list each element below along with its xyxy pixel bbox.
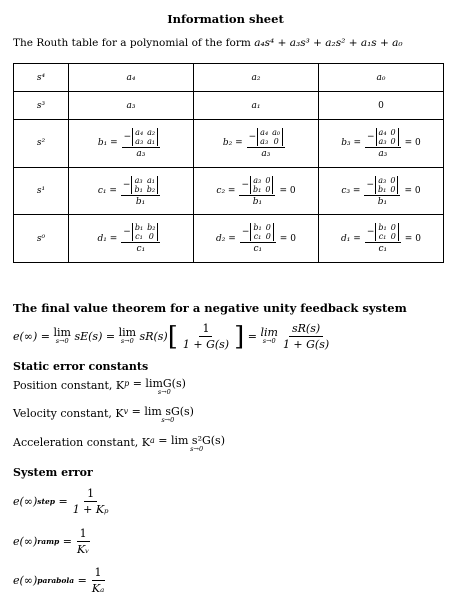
- det-entry: b₂: [147, 223, 156, 233]
- cofactor-lhs: c₁ =: [97, 186, 117, 197]
- fraction-numerator: 1: [77, 527, 90, 542]
- coef-a3: a₃: [126, 100, 136, 111]
- kp-expression: = limG(s): [132, 377, 186, 390]
- limit-expression: [133, 379, 186, 397]
- cofactor-fraction: [247, 128, 286, 159]
- cofactor-rhs: = 0: [404, 233, 421, 244]
- lim-subscript: s→0: [161, 416, 175, 424]
- det-entry: b₁: [134, 223, 144, 233]
- kv-subscript: v: [123, 407, 129, 416]
- error-subscript: ramp: [37, 537, 60, 546]
- fraction-numerator: − a₃ a₁ b₁ b₂: [121, 176, 160, 196]
- determinant: [132, 128, 158, 146]
- system-error-heading: System error: [13, 466, 93, 479]
- routh-cell: [319, 167, 444, 215]
- row-label: [14, 64, 69, 92]
- error-lhs: e(∞): [13, 574, 38, 587]
- cofactor-fraction: [364, 176, 400, 207]
- fraction-denominator: 1 + G(s): [282, 338, 330, 351]
- error-fraction: [70, 487, 112, 516]
- fvt-lhs: e(∞) =: [13, 330, 50, 343]
- fraction-denominator: a₃: [378, 148, 388, 159]
- det-entry: 0: [390, 175, 396, 185]
- fraction-numerator: − b₁ 0 c₁ 0: [240, 223, 276, 243]
- routh-cell: [69, 92, 194, 120]
- lim-subscript: s→0: [190, 445, 204, 453]
- fraction-numerator: 1: [84, 487, 97, 502]
- row-label-text: s⁴: [36, 72, 46, 83]
- cofactor-expression: [98, 128, 164, 159]
- fraction-denominator: 1 + G(s): [182, 338, 230, 351]
- cofactor-lhs: d₁ =: [341, 233, 361, 244]
- routh-cell: [69, 64, 194, 92]
- cofactor-fraction: [121, 223, 160, 254]
- fraction-denominator: c₁: [136, 244, 146, 255]
- det-entry: b₁: [378, 223, 387, 233]
- cofactor-fraction: [122, 128, 161, 159]
- kp-subscript: p: [124, 379, 130, 388]
- row-label-text: s³: [36, 100, 46, 111]
- cofactor-lhs: b₁ =: [97, 138, 118, 149]
- acceleration-constant-line: [13, 436, 225, 454]
- fraction-numerator: − a₄ 0 a₃ 0: [365, 128, 401, 148]
- fvt-term: sR(s): [139, 330, 168, 343]
- det-entry: a₃: [260, 136, 269, 146]
- determinant: [250, 223, 273, 241]
- row-label: [14, 167, 69, 215]
- cofactor-fraction: [239, 176, 275, 207]
- limit-expression: [158, 436, 225, 454]
- row-label: [14, 120, 69, 168]
- det-entry: a₃: [135, 136, 144, 146]
- lim-word: lim: [260, 325, 278, 339]
- routh-cell: [194, 64, 319, 92]
- cofactor-lhs: d₂ =: [216, 233, 236, 244]
- fraction-numerator: sR(s): [289, 322, 323, 337]
- ramp-error-line: [13, 527, 94, 556]
- error-lhs: e(∞): [13, 535, 38, 548]
- cofactor-expression: [341, 128, 421, 159]
- det-entry: b₁: [378, 184, 387, 194]
- zero-value: 0: [378, 100, 384, 111]
- lim-word: lim: [53, 325, 71, 339]
- det-entry: 0: [390, 127, 396, 137]
- fraction-denominator: a₃: [136, 148, 146, 159]
- fvt-fraction: [280, 322, 332, 351]
- det-entry: 0: [273, 136, 279, 146]
- parabola-error-line: [13, 566, 109, 595]
- fraction-denominator: b₁: [377, 196, 388, 207]
- equals-sign: =: [247, 330, 257, 343]
- equals-sign: =: [77, 574, 87, 587]
- det-entry: 0: [148, 232, 154, 242]
- fraction-numerator: − a₄ a₀ a₃ 0: [247, 128, 286, 148]
- determinant: [257, 128, 283, 146]
- limit-expression: [132, 407, 194, 425]
- routh-row-s4: [14, 64, 444, 92]
- coef-a2: a₂: [251, 72, 261, 83]
- routh-cell: [319, 120, 444, 168]
- routh-cell: [319, 215, 444, 263]
- ka-subscript: a: [149, 436, 155, 445]
- cofactor-fraction: [240, 223, 276, 254]
- lim-subscript: s→0: [120, 336, 134, 345]
- error-lhs: e(∞): [13, 495, 38, 508]
- det-entry: c₁: [378, 232, 387, 242]
- lim-subscript: s→0: [157, 388, 171, 396]
- routh-cell: [319, 92, 444, 120]
- det-entry: 0: [265, 175, 271, 185]
- error-subscript: step: [37, 497, 55, 506]
- det-entry: 0: [390, 232, 396, 242]
- fraction-numerator: 1: [199, 322, 212, 337]
- det-entry: a₄: [135, 127, 144, 137]
- routh-row-s1: [14, 167, 444, 215]
- fraction-numerator: − b₁ b₂ c₁ 0: [121, 223, 160, 243]
- cofactor-lhs: c₂ =: [216, 186, 236, 197]
- routh-intro: [13, 37, 403, 49]
- fraction-denominator: 1 + Kₚ: [72, 503, 109, 516]
- row-label: [14, 92, 69, 120]
- cofactor-fraction: [121, 176, 160, 207]
- cofactor-expression: [98, 176, 164, 207]
- ka-label: Acceleration constant, K: [13, 436, 150, 449]
- fraction-denominator: b₁: [252, 196, 263, 207]
- limit-operator: [53, 325, 71, 346]
- fraction-denominator: c₁: [378, 244, 388, 255]
- cofactor-lhs: d₁ =: [97, 233, 118, 244]
- determinant: [375, 176, 398, 194]
- velocity-constant-line: [13, 407, 194, 425]
- cofactor-lhs: c₃ =: [341, 186, 361, 197]
- bracket-open: [: [167, 321, 178, 352]
- routh-cell: [194, 215, 319, 263]
- fraction-numerator: 1: [92, 566, 105, 581]
- error-subscript: parabola: [37, 576, 75, 585]
- row-label-text: s¹: [36, 186, 46, 197]
- det-entry: c₁: [135, 232, 143, 242]
- cofactor-rhs: = 0: [279, 233, 296, 244]
- cofactor-lhs: b₃ =: [341, 138, 361, 149]
- fraction-denominator: b₁: [135, 196, 146, 207]
- cofactor-expression: [216, 176, 295, 207]
- fraction-denominator: Kₐ: [91, 582, 105, 595]
- det-entry: b₁: [253, 223, 262, 233]
- det-entry: 0: [265, 223, 271, 233]
- det-entry: 0: [390, 184, 396, 194]
- cofactor-expression: [98, 223, 165, 254]
- polynomial-expression: a₄s⁴ + a₃s³ + a₂s² + a₁s + a₀: [254, 37, 403, 49]
- row-label-text: s²: [36, 138, 46, 149]
- det-entry: b₁: [134, 184, 143, 194]
- cofactor-fraction: [365, 128, 401, 159]
- det-entry: b₂: [146, 184, 156, 194]
- fraction-denominator: Kᵥ: [76, 543, 90, 556]
- row-label-text: s⁰: [36, 233, 46, 244]
- lim-subscript: s→0: [55, 336, 69, 345]
- routh-cell: [69, 120, 194, 168]
- ka-expression: = lim s²G(s): [158, 434, 225, 447]
- det-entry: a₁: [146, 175, 155, 185]
- coef-a1: a₁: [251, 100, 261, 111]
- det-entry: 0: [390, 136, 396, 146]
- det-entry: a₀: [272, 127, 281, 137]
- det-entry: c₁: [253, 232, 262, 242]
- position-constant-line: [13, 379, 186, 397]
- equals-sign: =: [62, 535, 72, 548]
- error-fraction: [74, 527, 92, 556]
- final-value-equation: [13, 322, 334, 351]
- error-fraction: [89, 566, 107, 595]
- det-entry: a₃: [134, 175, 143, 185]
- routh-cell: [194, 92, 319, 120]
- determinant: [375, 223, 398, 241]
- det-entry: a₂: [147, 127, 156, 137]
- kp-label: Position constant, K: [13, 379, 125, 392]
- cofactor-rhs: = 0: [404, 138, 421, 149]
- coef-a4: a₄: [126, 72, 136, 83]
- det-entry: b₁: [253, 184, 262, 194]
- limit-operator: [118, 325, 137, 346]
- cofactor-expression: [341, 176, 420, 207]
- routh-cell: [69, 215, 194, 263]
- fvt-fraction: [180, 322, 232, 351]
- routh-cell: [194, 120, 319, 168]
- det-entry: a₃: [378, 136, 387, 146]
- step-error-line: [13, 487, 114, 516]
- det-entry: a₄: [378, 127, 387, 137]
- routh-row-s2: [14, 120, 444, 168]
- fraction-denominator: c₁: [253, 244, 263, 255]
- routh-table: [13, 63, 444, 263]
- det-entry: 0: [390, 223, 396, 233]
- sheet-title: Information sheet: [167, 12, 284, 26]
- row-label: [14, 215, 69, 263]
- lim-word: lim: [118, 325, 137, 339]
- routh-row-s0: [14, 215, 444, 263]
- routh-cell: [69, 167, 194, 215]
- fvt-term: sE(s) =: [74, 330, 116, 343]
- determinant: [250, 176, 273, 194]
- limit-operator: [260, 325, 278, 346]
- fraction-numerator: − a₄ a₂ a₃ a₁: [122, 128, 161, 148]
- cofactor-expression: [341, 223, 421, 254]
- determinant: [132, 223, 159, 241]
- routh-intro-text: The Routh table for a polynomial of the form: [13, 37, 251, 49]
- bracket-close: ]: [234, 321, 245, 352]
- fraction-denominator: a₃: [261, 148, 271, 159]
- det-entry: a₁: [147, 136, 156, 146]
- equals-sign: =: [58, 495, 68, 508]
- lim-subscript: s→0: [262, 336, 276, 345]
- kv-expression: = lim sG(s): [131, 405, 194, 418]
- determinant: [131, 176, 158, 194]
- fraction-numerator: − a₃ 0 b₁ 0: [239, 176, 275, 196]
- fraction-numerator: − a₃ 0 b₁ 0: [364, 176, 400, 196]
- determinant: [376, 128, 399, 146]
- det-entry: a₃: [378, 175, 387, 185]
- cofactor-fraction: [365, 223, 401, 254]
- det-entry: 0: [265, 232, 271, 242]
- fraction-numerator: − b₁ 0 c₁ 0: [365, 223, 401, 243]
- routh-row-s3: [14, 92, 444, 120]
- cofactor-expression: [216, 223, 296, 254]
- routh-cell: [319, 64, 444, 92]
- routh-cell: [194, 167, 319, 215]
- det-entry: a₄: [260, 127, 269, 137]
- fvt-heading: The final value theorem for a negative unity feedback system: [13, 301, 407, 315]
- cofactor-expression: [223, 128, 289, 159]
- coef-a0: a₀: [376, 72, 386, 83]
- cofactor-rhs: = 0: [279, 186, 296, 197]
- cofactor-lhs: b₂ =: [222, 138, 243, 149]
- kv-label: Velocity constant, K: [13, 407, 124, 420]
- cofactor-rhs: = 0: [404, 186, 421, 197]
- det-entry: a₃: [253, 175, 262, 185]
- det-entry: 0: [265, 184, 271, 194]
- static-error-heading: Static error constants: [13, 360, 149, 373]
